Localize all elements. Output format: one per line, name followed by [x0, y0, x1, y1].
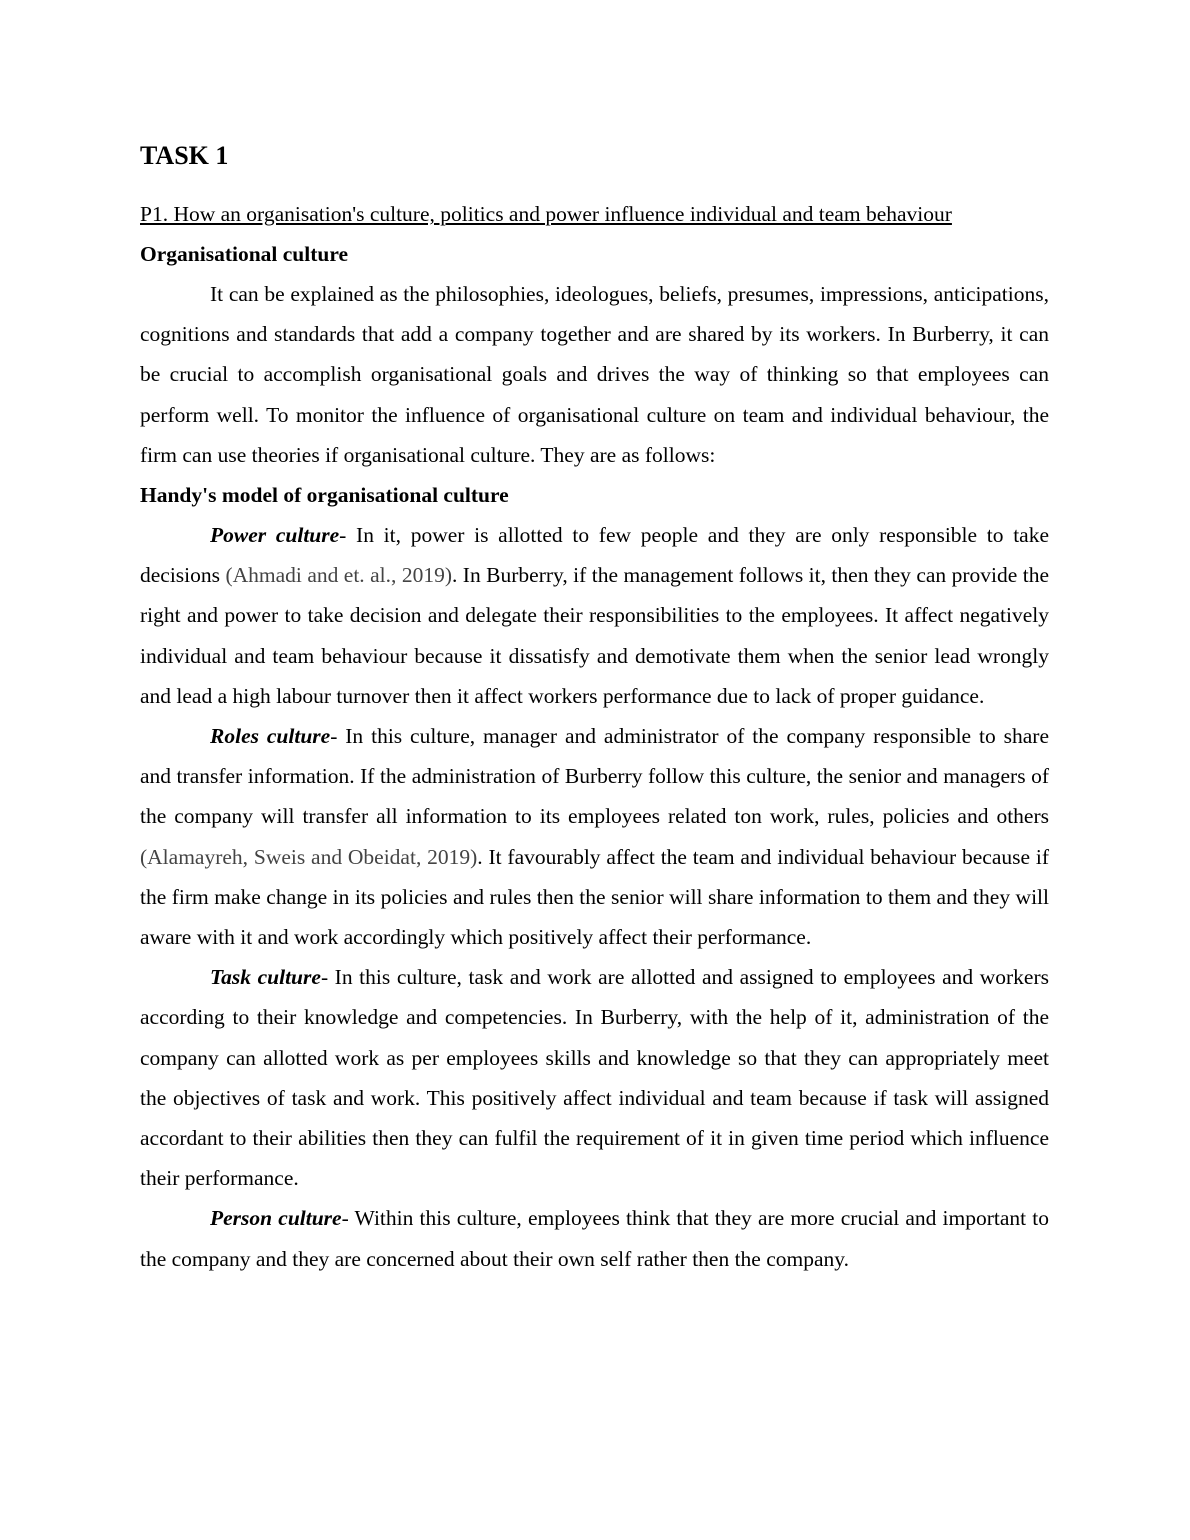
roles-culture-term: Roles culture	[210, 724, 331, 749]
roles-culture-paragraph	[140, 716, 1049, 957]
person-culture-term: Person culture	[210, 1206, 342, 1231]
roles-culture-text-after: . It favourably affect the team and individual behaviour because if the firm make change in its policies and rules then the senior will share information to them and they will aware with it and work accordingly which positively affect their performance.	[140, 844, 1049, 950]
power-culture-paragraph	[140, 515, 1049, 716]
power-culture-text-after: . In Burberry, if the management follows it, then they can provide the right and power to take decision and delegate their responsibilities to the employees. It affect negatively individual and team behaviour because it dissatisfy and demotivate them when the senior lead wrongly and lead a high labour turnover then it affect workers performance due to lack of proper guidance.	[140, 563, 1049, 708]
roles-culture-citation: (Alamayreh, Sweis and Obeidat, 2019)	[140, 844, 478, 869]
task-culture-term: Task culture	[210, 965, 321, 990]
org-culture-heading: Organisational culture	[140, 242, 349, 266]
handy-model-heading: Handy's model of organisational culture	[140, 483, 509, 508]
document-page	[140, 138, 1049, 1279]
org-culture-paragraph: It can be explained as the philosophies, ideologues, beliefs, presumes, impressions, anticipations, cognitions and standards that add a company together and are shared by its workers. In Burberry, it can be crucial to accomplish organisational goals and drives the way of thinking so that employees can perform well. To monitor the influence of organisational culture on team and individual behaviour, the firm can use theories if organisational culture. They are as follows:	[140, 282, 1049, 467]
task-title: TASK 1	[140, 141, 229, 170]
roles-culture-text-before: - In this culture, manager and administrator of the company responsible to share and transfer information. If the administration of Burberry follow this culture, the senior and managers of the company will transfer all information to its employees related ton work, rules, policies and others	[140, 724, 1049, 829]
person-culture-paragraph	[140, 1198, 1049, 1278]
task-culture-paragraph	[140, 957, 1049, 1198]
task-culture-text: - In this culture, task and work are allotted and assigned to employees and workers according to their knowledge and competencies. In Burberry, with the help of it, administration of the company can allotted work as per employees skills and knowledge so that they can appropriately meet the objectives of task and work. This positively affect individual and team because if task will assigned accordant to their abilities then they can fulfil the requirement of it in given time period which influence their performance.	[140, 965, 1049, 1191]
power-culture-text-before: - In it, power is allotted to few people and they are only responsible to take decisions	[140, 523, 1050, 588]
power-culture-citation: (Ahmadi and et. al., 2019)	[225, 563, 452, 588]
person-culture-text: - Within this culture, employees think that they are more crucial and important to the company and they are concerned about their own self rather then the company.	[140, 1206, 1049, 1271]
power-culture-term: Power culture	[210, 523, 340, 548]
p1-heading: P1. How an organisation's culture, politics and power influence individual and team behaviour	[140, 202, 952, 226]
